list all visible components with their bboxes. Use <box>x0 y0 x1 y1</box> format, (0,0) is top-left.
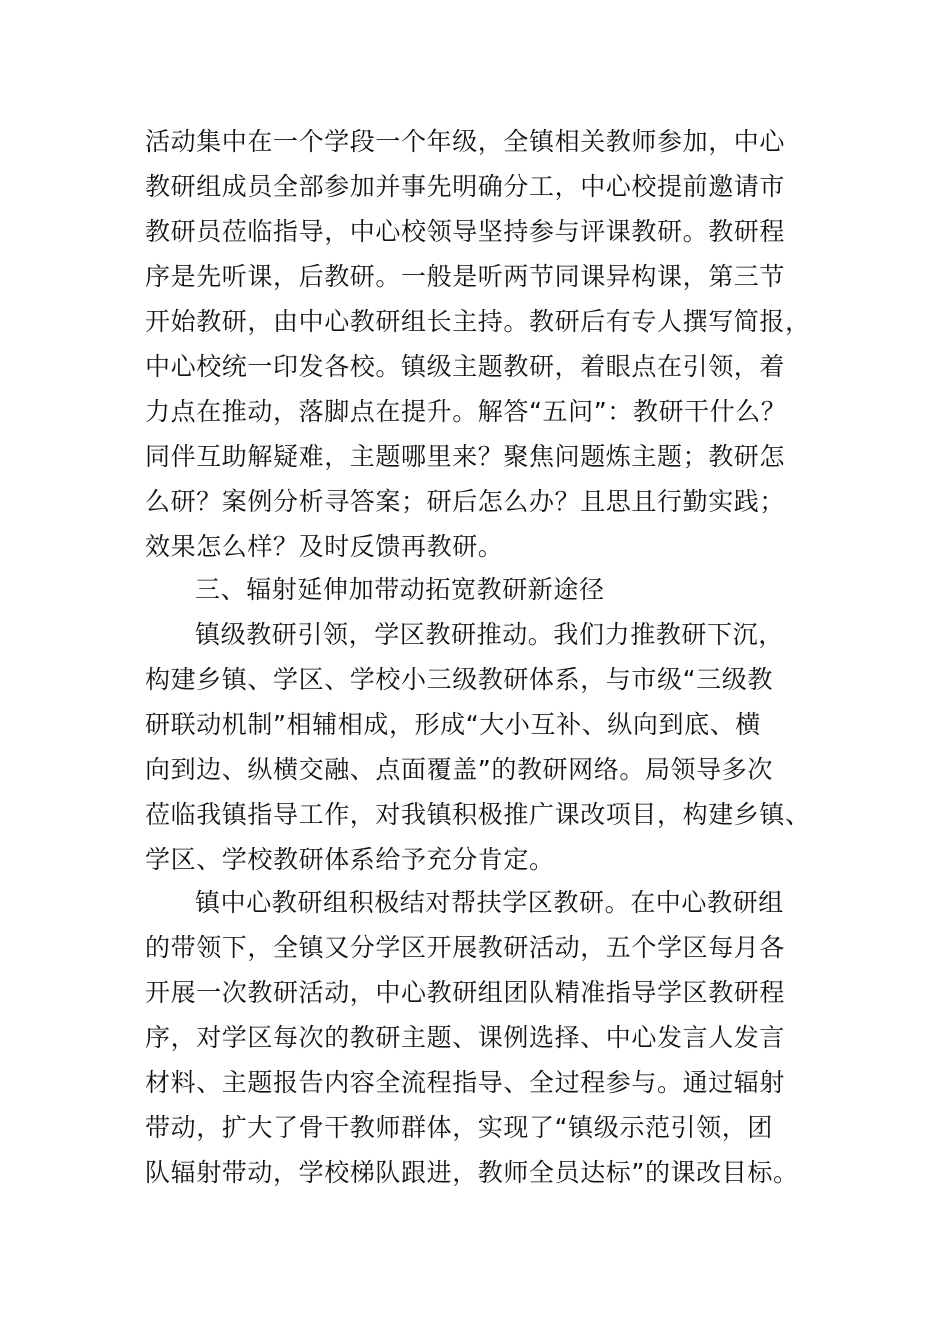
text-line: 力点在推动，落脚点在提升。解答“五问”：教研干什么？ <box>145 397 787 426</box>
text-line: 么研？案例分析寻答案；研后怎么办？且思且行勤实践； <box>145 487 786 516</box>
text-line: 队辐射带动，学校梯队跟进，教师全员达标”的课改目标。 <box>145 1158 799 1187</box>
text-line: 向到边、纵横交融、点面覆盖”的教研网络。局领导多次 <box>145 755 773 784</box>
text-line: 构建乡镇、学区、学校小三级教研体系，与市级“三级教 <box>145 665 773 694</box>
text-line: 同伴互助解疑难，主题哪里来？聚焦问题炼主题；教研怎 <box>145 442 786 471</box>
paragraph-first-line: 镇级教研引领，学区教研推动。我们力推教研下沉， <box>195 620 784 649</box>
text-line: 研联动机制”相辅相成，形成“大小互补、纵向到底、横 <box>145 710 761 739</box>
text-line: 教研员莅临指导，中心校领导坚持参与评课教研。教研程 <box>145 217 786 246</box>
section-heading: 三、辐射延伸加带动拓宽教研新途径 <box>195 575 605 604</box>
text-line: 中心校统一印发各校。镇级主题教研，着眼点在引领，着 <box>145 352 786 381</box>
text-line: 效果怎么样？及时反馈再教研。 <box>145 532 504 561</box>
text-line: 活动集中在一个学段一个年级，全镇相关教师参加，中心 <box>145 127 786 156</box>
text-line: 序，对学区每次的教研主题、课例选择、中心发言人发言 <box>145 1023 786 1052</box>
paragraph-first-line: 镇中心教研组积极结对帮扶学区教研。在中心教研组 <box>195 888 784 917</box>
text-line: 带动，扩大了骨干教师群体，实现了“镇级示范引领，团 <box>145 1113 773 1142</box>
text-line: 莅临我镇指导工作，对我镇积极推广课改项目，构建乡镇、 <box>145 800 811 829</box>
text-line: 学区、学校教研体系给予充分肯定。 <box>145 845 555 874</box>
text-line: 开始教研，由中心教研组长主持。教研后有专人撰写简报， <box>145 307 811 336</box>
text-line: 的带领下，全镇又分学区开展教研活动，五个学区每月各 <box>145 933 786 962</box>
text-line: 序是先听课，后教研。一般是听两节同课异构课，第三节 <box>145 262 786 291</box>
text-line: 开展一次教研活动，中心教研组团队精准指导学区教研程 <box>145 978 786 1007</box>
text-line: 材料、主题报告内容全流程指导、全过程参与。通过辐射 <box>145 1068 786 1097</box>
text-line: 教研组成员全部参加并事先明确分工，中心校提前邀请市 <box>145 172 786 201</box>
